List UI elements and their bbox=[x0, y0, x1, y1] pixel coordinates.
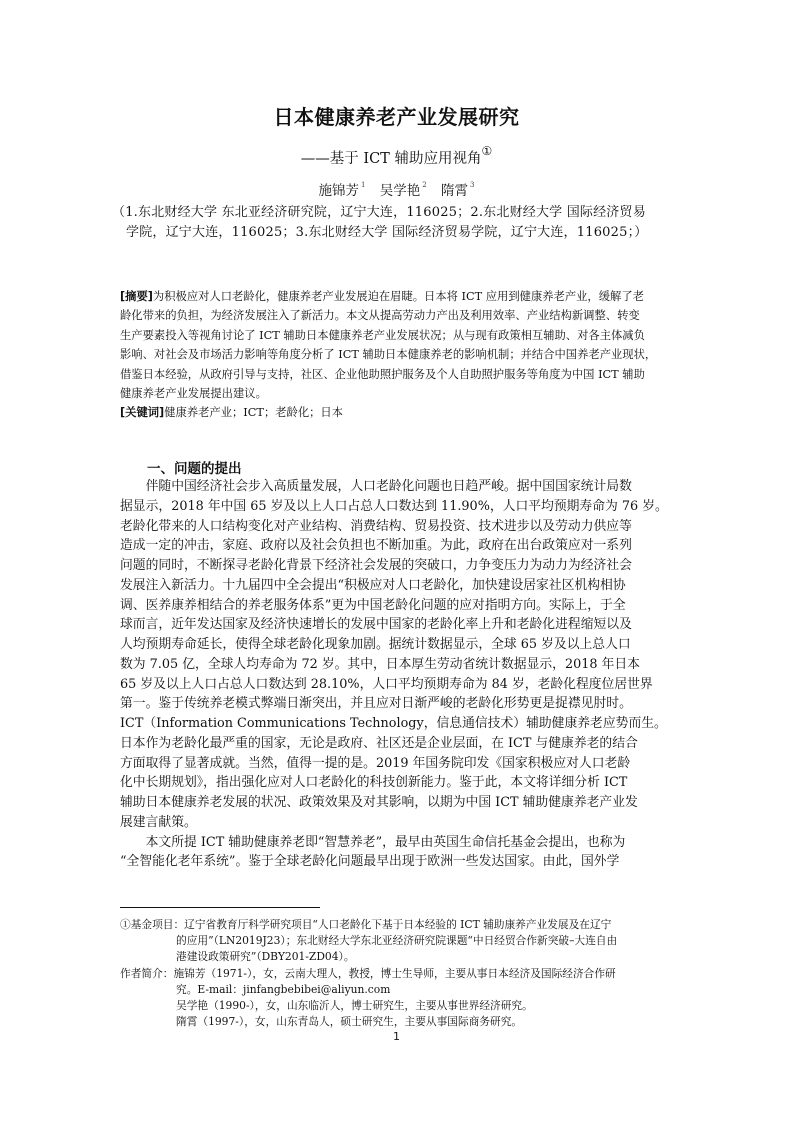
footnote-line: 究。E-mail：jinfangbebibei@aliyun.com bbox=[176, 982, 391, 996]
body-line: ICT（Information Communications Technology，信息通信技术）辅助健康养老应势而生。 bbox=[120, 716, 667, 731]
body-line: 65 岁及以上人口占总人口数达到 28.10%，人口平均预期寿命为 84 岁，老龄化程度位居世界 bbox=[120, 676, 653, 692]
footnotes bbox=[120, 917, 680, 1030]
author-affiliation-mark: 3 bbox=[470, 181, 475, 189]
affiliations bbox=[112, 203, 687, 243]
affiliation-line: 学院，辽宁大连，116025；3.东北财经大学 国际经济贸易学院，辽宁大连，116025；） bbox=[126, 225, 648, 240]
page-number: 1 bbox=[393, 1030, 400, 1043]
footnote-line: 的应用”（LN2019J23）；东北财经大学东北亚经济研究院课题“中日经贸合作新突破–大连自由 bbox=[176, 934, 618, 948]
author-affiliation-mark: 2 bbox=[422, 181, 427, 189]
body-line: 辅助日本健康养老发展的状况、政策效果及对其影响，以期为中国 ICT 辅助健康养老产业发 bbox=[120, 795, 638, 810]
footnote-line: 隋霄（1997-），女，山东青岛人，硕士研究生，主要从事国际商务研究。 bbox=[176, 1015, 523, 1029]
subtitle-text: ——基于 ICT 辅助应用视角 bbox=[300, 150, 482, 167]
paper-title: 日本健康养老产业发展研究 bbox=[273, 105, 520, 129]
affiliation-line: （1.东北财经大学 东北亚经济研究院，辽宁大连，116025；2.东北财经大学 国际经济贸易 bbox=[112, 205, 646, 220]
author-name: 施锦芳 bbox=[318, 183, 359, 199]
body-line: 本文所提 ICT 辅助健康养老即“智慧养老”，最早由英国生命信托基金会提出，也称为 bbox=[120, 834, 626, 850]
abstract-line: 影响、对社会及市场活力影响等角度分析了 ICT 辅助日本健康养老的影响机制；并结合中国养老产业现状， bbox=[120, 348, 657, 362]
body-line: 问题的同时，不断探寻老龄化背景下经济社会发展的突破口，力争变压力为动力为经济社会 bbox=[120, 558, 632, 573]
body-line: 球而言，近年发达国家及经济快速增长的发展中国家的老龄化率上升和老龄化进程缩短以及 bbox=[120, 617, 632, 633]
abstract-line: 健康养老产业发展提出建议。 bbox=[120, 387, 267, 401]
abstract-line bbox=[120, 287, 676, 306]
body-line: 第一。鉴于传统养老模式弊端日渐突出，并且应对日渐严峻的老龄化形势更是捉襟见肘时。 bbox=[120, 696, 632, 712]
body-line: 据显示，2018 年中国 65 岁及以上人口占总人口数达到 11.90%，人口平均预期寿命为 76 岁。 bbox=[120, 498, 668, 514]
author-affiliation-mark: 1 bbox=[361, 181, 366, 189]
keywords-label: [关键词] bbox=[120, 406, 165, 420]
abstract-line: 借鉴日本经验，从政府引导与支持，社区、企业他助照护服务及个人自助照护服务等角度为中国 ICT 辅助 bbox=[120, 367, 645, 381]
footnote-separator bbox=[120, 907, 320, 908]
abstract-label: [摘要] bbox=[120, 290, 153, 303]
body-line: 老龄化带来的人口结构变化对产业结构、消费结构、贸易投资、技术进步以及劳动力供应等 bbox=[120, 518, 632, 534]
body-line: “全智能化老年系统”。鉴于全球老龄化问题最早出现于欧洲一些发达国家。由此，国外学 bbox=[120, 854, 620, 870]
author-name: 隋霄 bbox=[441, 183, 469, 199]
body-line: 化中长期规划》，指出强化应对人口老龄化的科技创新能力。鉴于此，本文将详细分析 ICT bbox=[120, 775, 628, 791]
body-line: 方面取得了显著成就。当然，值得一提的是。2019 年国务院印发《国家积极应对人口老龄 bbox=[120, 755, 631, 771]
keywords-text: 健康养老产业；ICT；老龄化；日本 bbox=[164, 406, 344, 420]
footnote-line: ①基金项目：辽宁省教育厅科学研究项目“人口老龄化下基于日本经验的 ICT 辅助康养产业发展及在辽宁 bbox=[120, 918, 612, 931]
footnote-mark[interactable]: ① bbox=[481, 144, 493, 158]
body-line: 日本作为老龄化最严重的国家，无论是政府、社区还是企业层面，在 ICT 与健康养老的结合 bbox=[120, 735, 638, 751]
body-line: 造成一定的冲击，家庭、政府以及社会负担也不断加重。为此，政府在出台政策应对一系列 bbox=[120, 538, 632, 554]
abstract-line: 龄化带来的负担，为经济发展注入了新活力。本文从提高劳动力产出及利用效率、产业结构新调整、转变 bbox=[120, 309, 640, 323]
footnote-line: 港建设政策研究”（DBY201-ZD04）。 bbox=[176, 950, 355, 964]
body-line: 发展注入新活力。十九届四中全会提出“积极应对人口老龄化，加快建设居家社区机构相协 bbox=[120, 577, 626, 593]
footnote-line: 作者简介：施锦芳（1971-），女，云南大理人，教授，博士生导师，主要从事日本经济及国际经济合作研 bbox=[120, 966, 616, 980]
body-line: 调、医养康养相结合的养老服务体系”更为中国老龄化问题的应对指明方向。实际上，于全 bbox=[120, 597, 626, 613]
body-text bbox=[120, 477, 676, 872]
author-list bbox=[0, 179, 793, 199]
body-line: 展建言献策。 bbox=[120, 814, 197, 830]
abstract-line: 生产要素投入等视角讨论了 ICT 辅助日本健康养老产业发展状况；从与现有政策相互辅助、对各主体减负 bbox=[120, 328, 645, 342]
abstract-text: 为积极应对人口老龄化，健康养老产业发展迫在眉睫。日本将 ICT 应用到健康养老产业，缓解了老 bbox=[152, 290, 644, 303]
author-name: 吴学艳 bbox=[379, 183, 421, 199]
body-line: 人均预期寿命延长，使得全球老龄化现象加剧。据统计数据显示，全球 65 岁及以上总人口 bbox=[120, 637, 631, 652]
section-heading: 一、问题的提出 bbox=[147, 461, 242, 477]
keywords-line bbox=[120, 403, 676, 422]
abstract bbox=[120, 287, 676, 423]
body-line: 伴随中国经济社会步入高质量发展，人口老龄化问题也日趋严峻。据中国国家统计局数 bbox=[120, 479, 632, 494]
paper-subtitle bbox=[0, 146, 793, 168]
body-line: 数为 7.05 亿，全球人均寿命为 72 岁。其中，日本厚生劳动省统计数据显示，2018 年日本 bbox=[120, 656, 640, 672]
footnote-line: 吴学艳（1990-），女，山东临沂人，博士研究生，主要从事世界经济研究。 bbox=[176, 999, 533, 1013]
